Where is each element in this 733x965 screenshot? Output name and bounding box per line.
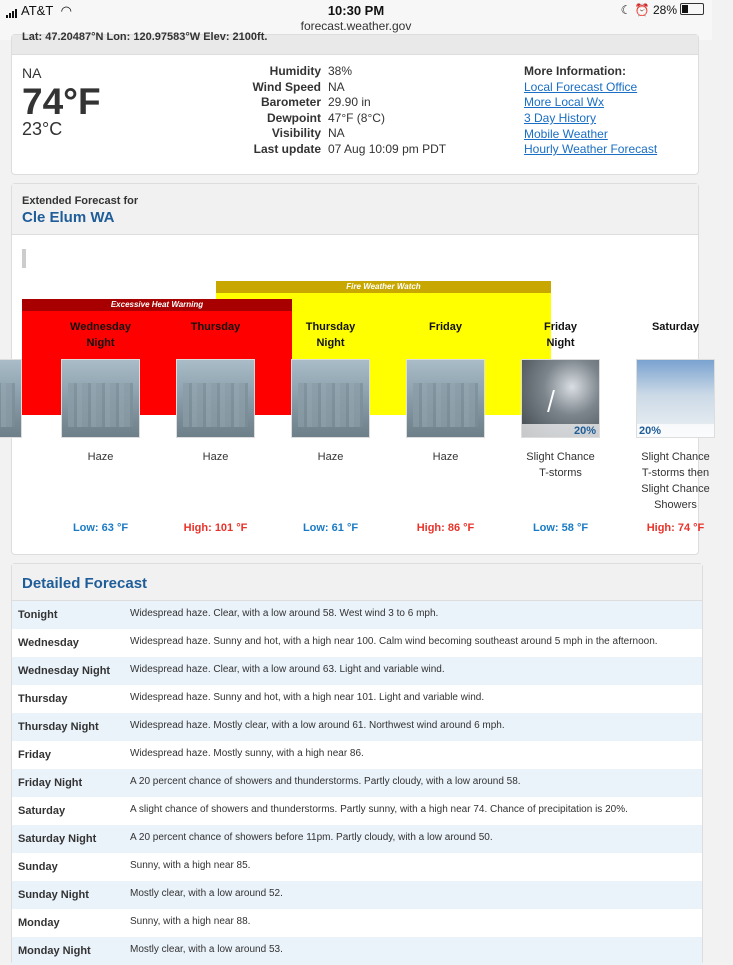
link-local-forecast-office[interactable]: Local Forecast Office (524, 79, 638, 94)
detailed-period-text: Widespread haze. Clear, with a low around 58. West wind 3 to 6 mph. (130, 608, 439, 619)
current-conditions-panel (11, 31, 699, 175)
period-temp: Low: 61 °F (302, 522, 359, 534)
condition-line: Slight Chance (641, 451, 710, 463)
carrier-name: AT&T (21, 3, 54, 18)
condition-line: Showers (654, 499, 697, 511)
detailed-row (12, 685, 702, 713)
current-temp-f: 74°F (22, 81, 101, 122)
period-temp: Low: 63 °F (72, 522, 129, 534)
precip-chance: 20% (573, 425, 596, 437)
period-condition (158, 449, 273, 465)
detailed-period-text: Sunny, with a high near 85. (130, 860, 251, 871)
location-coordinates: Lat: 47.20487°N Lon: 120.97583°W Elev: 2100ft. (22, 31, 268, 43)
period-name-line: Friday (428, 321, 462, 333)
moon-icon: ☾ (620, 3, 632, 17)
detailed-forecast-header (12, 564, 702, 601)
condition-line: Haze (432, 451, 459, 463)
period-name-line: Thursday (305, 321, 356, 333)
detailed-forecast-title: Detailed Forecast (22, 575, 148, 592)
detailed-period-name: Sunday (18, 861, 58, 873)
battery-indicator (621, 3, 704, 17)
link-mobile-weather[interactable]: Mobile Weather (524, 126, 608, 141)
period-name-line: Friday (543, 321, 577, 333)
detail-label: Visibility (271, 126, 321, 141)
detailed-period-name: Thursday (18, 693, 68, 705)
detail-value: 29.90 in (328, 95, 371, 110)
more-information-title: More Information: (524, 64, 626, 78)
period-condition (43, 449, 158, 465)
detail-label: Last update (253, 141, 321, 156)
detailed-row (12, 909, 702, 937)
link-hourly-weather-forecast[interactable]: Hourly Weather Forecast (524, 142, 658, 157)
period-name (273, 319, 388, 351)
detail-row (242, 64, 446, 80)
period-name-line: Saturday (651, 321, 700, 333)
period-condition (273, 449, 388, 465)
detailed-period-text: Widespread haze. Sunny and hot, with a high near 101. Light and variable wind. (130, 692, 485, 703)
period-name-line: Thursday (190, 321, 241, 333)
period-name-line: Wednesday (70, 321, 131, 333)
precip-chance: 20% (639, 425, 662, 437)
address-bar[interactable]: forecast.weather.gov (300, 19, 412, 33)
detailed-period-name: Wednesday (18, 637, 79, 649)
detailed-row (12, 629, 702, 657)
period-name (158, 319, 273, 335)
detail-label: Barometer (260, 95, 321, 110)
condition-line: Haze (202, 451, 229, 463)
period-condition (503, 449, 618, 481)
detailed-period-text: Sunny, with a high near 88. (130, 916, 251, 927)
detail-value: 47°F (8°C) (328, 110, 385, 125)
detail-row (242, 142, 446, 158)
more-information (524, 64, 657, 158)
detailed-row (12, 769, 702, 797)
forecast-location: Cle Elum WA (22, 209, 115, 226)
detail-label: Wind Speed (252, 79, 321, 94)
period-name-line: Night (86, 337, 115, 349)
detailed-period-text: Widespread haze. Mostly clear, with a low around 61. Northwest wind around 6 mph. (130, 720, 505, 731)
period-temp: High: 74 °F (646, 522, 705, 534)
current-details-table (242, 64, 446, 158)
forecast-image-partial (0, 359, 22, 438)
detailed-period-text: A 20 percent chance of showers and thunderstorms. Partly cloudy, with a low around 58. (130, 776, 521, 787)
current-conditions-header (12, 31, 698, 55)
detailed-row (12, 657, 702, 685)
period-name-line: Night (546, 337, 575, 349)
detailed-forecast-panel (11, 563, 703, 965)
detailed-row (12, 741, 702, 769)
detail-value: NA (328, 79, 345, 94)
detail-value: 07 Aug 10:09 pm PDT (328, 141, 447, 156)
current-temp-c: 23°C (22, 119, 63, 139)
period-condition (388, 449, 503, 465)
period-temp: High: 86 °F (416, 522, 475, 534)
haze-icon (61, 359, 140, 438)
battery-percent: 28% (652, 3, 677, 17)
haze-icon (176, 359, 255, 438)
detailed-row (12, 853, 702, 881)
detail-row (242, 80, 446, 96)
period-temp: Low: 58 °F (532, 522, 589, 534)
link-more-local-wx[interactable]: More Local Wx (524, 95, 605, 110)
detailed-period-text: A 20 percent chance of showers before 11pm. Partly cloudy, with a low around 50. (130, 832, 493, 843)
detailed-period-text: Mostly clear, with a low around 52. (130, 888, 283, 899)
detailed-row (12, 713, 702, 741)
period-name-line: Night (316, 337, 345, 349)
period-condition (618, 449, 733, 513)
period-temp: High: 101 °F (183, 522, 248, 534)
detailed-period-name: Tonight (18, 609, 58, 621)
detailed-period-name: Sunday Night (18, 889, 89, 901)
detail-row (242, 111, 446, 127)
detail-row (242, 126, 446, 142)
detail-value: 38% (328, 64, 353, 78)
detail-label: Humidity (269, 64, 321, 78)
condition-line: T-storms then (641, 467, 710, 479)
extended-forecast-header (12, 184, 698, 235)
detailed-row (12, 937, 702, 965)
detail-value: NA (328, 126, 345, 141)
detailed-period-text: Mostly clear, with a low around 53. (130, 944, 283, 955)
period-name (503, 319, 618, 351)
detail-row (242, 95, 446, 111)
alarm-icon: ⏰ (634, 3, 650, 17)
condition-line: Slight Chance (526, 451, 595, 463)
detailed-period-text: Widespread haze. Sunny and hot, with a high near 100. Calm wind becoming southeast around 5 mph in the afternoon. (130, 636, 658, 647)
thunderstorm-icon (521, 359, 600, 438)
detailed-period-text: A slight chance of showers and thunderstorms. Partly sunny, with a high near 74. Chance of precipitation is 20%. (130, 804, 628, 815)
detailed-period-name: Thursday Night (18, 721, 99, 733)
haze-icon (406, 359, 485, 438)
wifi-icon: ◠ (60, 3, 72, 18)
detailed-period-name: Wednesday Night (18, 665, 111, 677)
condition-line: T-storms (539, 467, 582, 479)
excessive-heat-warning-banner[interactable]: Excessive Heat Warning (22, 299, 292, 311)
period-name (388, 319, 503, 335)
battery-icon (680, 3, 704, 15)
detailed-period-name: Saturday (18, 805, 66, 817)
scroll-indicator[interactable] (22, 249, 26, 268)
detailed-period-name: Monday (18, 917, 60, 929)
detailed-row (12, 881, 702, 909)
fire-weather-watch-banner[interactable]: Fire Weather Watch (216, 281, 551, 293)
detailed-period-name: Friday Night (18, 777, 83, 789)
condition-line: Haze (87, 451, 114, 463)
clock: 10:30 PM (327, 3, 385, 18)
detailed-row (12, 825, 702, 853)
partly-sunny-icon (636, 359, 715, 438)
haze-icon (291, 359, 370, 438)
current-condition: NA (22, 65, 42, 81)
condition-line: Slight Chance (641, 483, 710, 495)
detailed-row (12, 797, 702, 825)
detailed-row (12, 601, 702, 629)
detailed-period-name: Monday Night (18, 945, 91, 957)
detailed-period-text: Widespread haze. Clear, with a low around 63. Light and variable wind. (130, 664, 445, 675)
period-name (618, 319, 733, 335)
extended-forecast-label: Extended Forecast for (22, 195, 139, 207)
extended-forecast-panel (11, 183, 710, 555)
period-name (43, 319, 158, 351)
detail-label: Dewpoint (267, 110, 321, 125)
link-3-day-history[interactable]: 3 Day History (524, 110, 597, 125)
detailed-period-name: Friday (18, 749, 52, 761)
detailed-period-name: Saturday Night (18, 833, 97, 845)
detailed-period-text: Widespread haze. Mostly sunny, with a high near 86. (130, 748, 364, 759)
condition-line: Haze (317, 451, 344, 463)
